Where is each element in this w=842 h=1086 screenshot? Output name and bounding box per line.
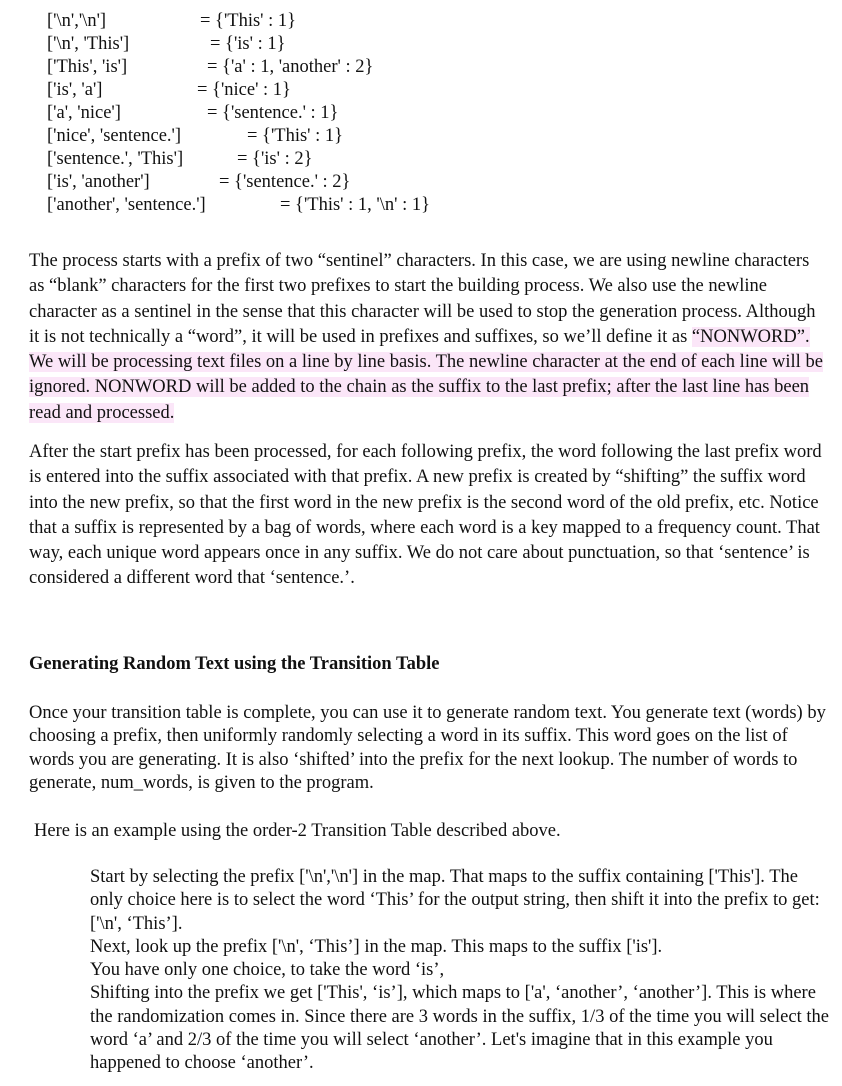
example-step: Next, look up the prefix ['\n', ‘This’] in the map. This maps to the suffix ['is']. — [90, 936, 663, 957]
map-prefix: ['is', 'a'] — [47, 80, 103, 100]
map-row — [47, 194, 547, 217]
map-prefix: ['sentence.', 'This'] — [47, 149, 184, 169]
paragraph-generating: Once your transition table is complete, you can use it to generate random text. You generate text (words) by choosing a prefix, then uniformly randomly selecting a word in its suffix. This word goes on the list of words you are generating. It is also ‘shifted’ into the prefix for the next lookup. The number of words to generate, num_words, is given to the program. — [29, 703, 826, 793]
example-step: Shifting into the prefix we get ['This', ‘is’], which maps to ['a', ‘another’, ‘another’]. This is where the randomization comes in. Since there are 3 words in the suffix, 1/3 of the time you will select the word ‘a’ and 2/3 of the time you will select ‘another’. Let's imagine that in this example you happened to choose ‘another’. — [90, 983, 829, 1074]
map-row — [47, 102, 547, 125]
map-row — [47, 33, 547, 56]
map-prefix: ['\n', 'This'] — [47, 34, 130, 54]
highlighted-text: “NONWORD”. We will be processing text files on a line by line basis. The newline character at the end of each line will be ignored. NONWORD will be added to the chain as the suffix to the last prefix; after the last line has been read and processed. — [29, 326, 823, 423]
map-prefix: ['\n','\n'] — [47, 11, 107, 31]
map-suffix: = {'is' : 2} — [237, 149, 313, 169]
map-row — [47, 79, 547, 102]
map-prefix: ['nice', 'sentence.'] — [47, 126, 182, 146]
map-suffix: = {'nice' : 1} — [197, 80, 291, 100]
transition-map — [47, 10, 547, 217]
map-row — [47, 148, 547, 171]
example-intro: Here is an example using the order-2 Transition Table described above. — [34, 821, 561, 841]
map-prefix: ['This', 'is'] — [47, 57, 128, 77]
map-suffix: = {'a' : 1, 'another' : 2} — [207, 57, 374, 77]
paragraph-shifting: After the start prefix has been processed, for each following prefix, the word following the last prefix word is entered into the suffix associated with that prefix. A new prefix is created by “shifting” the suffix word into the new prefix, so that the first word in the new prefix is the second word of the old prefix, etc. Notice that a suffix is represented by a bag of words, where each word is a key mapped to a frequency count. That way, each unique word appears once in any suffix. We do not care about punctuation, so that ‘sentence’ is considered a different word that ‘sentence.’. — [29, 442, 822, 589]
map-row — [47, 171, 547, 194]
example-steps — [90, 866, 830, 1076]
map-row — [47, 56, 547, 79]
map-suffix: = {'sentence.' : 1} — [207, 103, 339, 123]
paragraph-sentinel — [29, 249, 829, 426]
example-step: You have only one choice, to take the word ‘is’, — [90, 960, 445, 981]
map-row — [47, 125, 547, 148]
map-suffix: = {'This' : 1} — [247, 126, 344, 146]
map-prefix: ['is', 'another'] — [47, 172, 150, 192]
map-suffix: = {'This' : 1} — [200, 11, 297, 31]
map-prefix: ['a', 'nice'] — [47, 103, 121, 123]
example-step: Start by selecting the prefix ['\n','\n'] in the map. That maps to the suffix containing ['This']. The only choice here is to select the word ‘This’ for the output string, then shift it into the prefix to get: ['\n', ‘This’]. — [90, 867, 820, 934]
section-heading: Generating Random Text using the Transition Table — [29, 654, 440, 674]
map-row — [47, 10, 547, 33]
map-prefix: ['another', 'sentence.'] — [47, 195, 206, 215]
map-suffix: = {'is' : 1} — [210, 34, 286, 54]
paragraph-text: The process starts with a prefix of two “sentinel” characters. In this case, we are using newline characters as “blank” characters for the first two prefixes to start the building process. We also use the newline character as a sentinel in the sense that this character will be used to stop the generation process. Although it is not technically a “word”, it will be used in prefixes and suffixes, so we’ll define it as — [29, 251, 816, 347]
map-suffix: = {'This' : 1, '\n' : 1} — [280, 195, 430, 215]
map-suffix: = {'sentence.' : 2} — [219, 172, 351, 192]
